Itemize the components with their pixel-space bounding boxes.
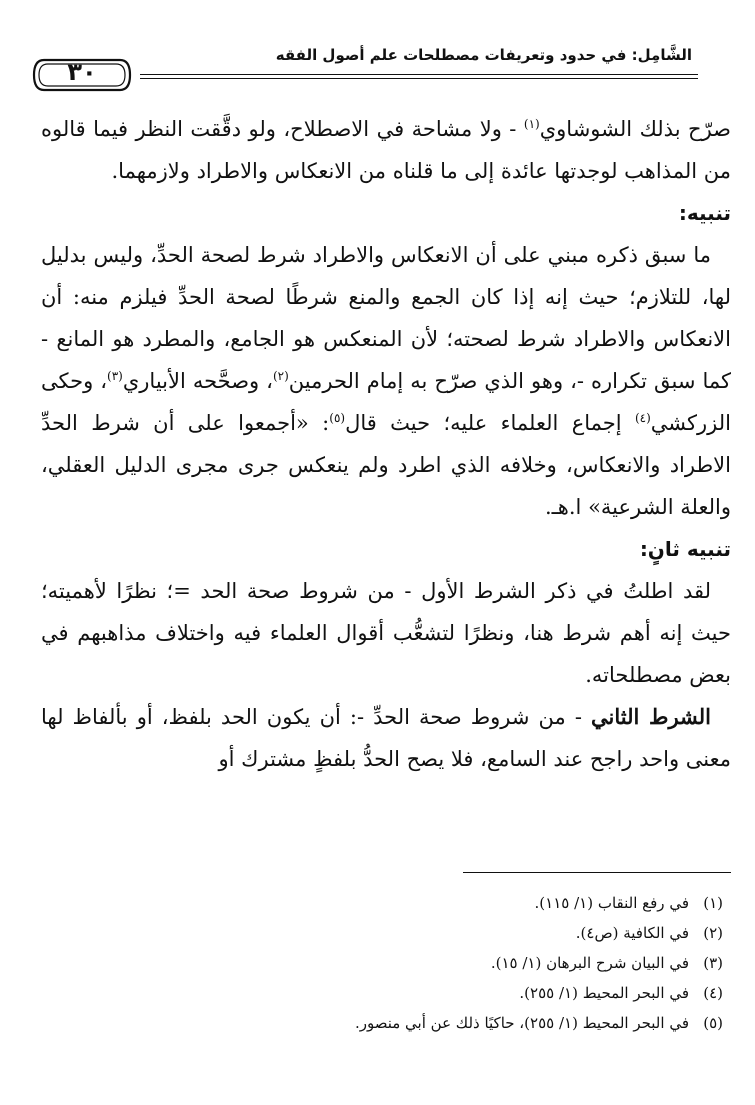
paragraph-2 bbox=[41, 234, 731, 528]
paragraph-4 bbox=[41, 696, 731, 780]
footnote-ref-3[interactable]: (٣) bbox=[107, 369, 123, 383]
footnote-item bbox=[43, 1008, 723, 1038]
footnote-ref-5[interactable]: (٥) bbox=[329, 411, 346, 425]
footnote-number: (٤) bbox=[703, 984, 723, 1002]
footnote-text: في البحر المحيط (١/ ٢٥٥)، حاكيًا ذلك عن أبي منصور. bbox=[354, 1014, 689, 1032]
footnotes-list bbox=[43, 888, 723, 1038]
footnote-item bbox=[43, 918, 723, 948]
page-number-badge bbox=[30, 56, 134, 94]
footnote-separator bbox=[463, 872, 731, 873]
page-number: ٣٠ bbox=[67, 58, 97, 86]
footnote-ref-1[interactable]: (١) bbox=[523, 117, 540, 131]
paragraph-1 bbox=[41, 108, 731, 192]
footnote-text: في رفع النقاب (١/ ١١٥). bbox=[534, 894, 689, 912]
footnote-ref-4[interactable]: (٤) bbox=[634, 411, 651, 425]
paragraph-3: لقد اطلتُ في ذكر الشرط الأول - من شروط صحة الحد =؛ نظرًا لأهميته؛ حيث إنه أهم شرط هنا، ونظرًا لتشعُّب أقوال العلماء فيه واختلاف مذاهبهم في بعض مصطلحاته. bbox=[41, 579, 731, 687]
footnote-text: في البيان شرح البرهان (١/ ١٥). bbox=[490, 954, 689, 972]
footnote-item bbox=[43, 888, 723, 918]
footnote-item bbox=[43, 948, 723, 978]
paragraph-1-text-rest: - ولا مشاحة في الاصطلاح، ولو دقَّقت النظر فيما قالوه من المذاهب لوجدتها عائدة إلى ما قلناه من الانعكاس والاطراد ولازمهما. bbox=[41, 117, 731, 183]
heading-tanbih: تنبيه: bbox=[678, 201, 731, 225]
paragraph-2-text-e: : «أجمعوا على أن شرط الحدِّ الاطراد والانعكاس، وخلافه الذي اطرد ولم ينعكس جرى مجرى الدليل العقلي، والعلة الشرعية» ا.هـ. bbox=[41, 411, 731, 519]
footnote-number: (٢) bbox=[703, 924, 723, 942]
paragraph-2-text-d: إجماع العلماء عليه؛ حيث قال bbox=[345, 411, 635, 435]
paragraph-2-text-b: ، وصحَّحه الأبياري bbox=[122, 369, 273, 393]
paragraph-2-text: ما سبق ذكره مبني على أن الانعكاس والاطراد شرط لصحة الحدِّ، وليس بدليل لها، للتلازم؛ حيث إنه إذا كان الجمع والمنع شرطًا لصحة الحدِّ فيلزم منه: أن الانعكاس والاطراد شرط لصحته؛ لأن المنعكس هو الجامع، والمطرد هو المانع - كما سبق تكراره -، وهو الذي صرّح به إمام الحرمين bbox=[41, 243, 731, 393]
paragraph-1-text: صرّح بذلك الشوشاوي bbox=[539, 117, 731, 141]
paragraph-4-text: - من شروط صحة الحدِّ -: أن يكون الحد بلفظ، أو بألفاظ لها معنى واحد راجح عند السامع، فلا يصح الحدُّ بلفظٍ مشترك أو bbox=[41, 705, 731, 771]
header-rule bbox=[140, 74, 698, 75]
book-title: الشَّامِل: في حدود وتعريفات مصطلحات علم أصول الفقه bbox=[275, 46, 692, 64]
footnote-number: (١) bbox=[703, 894, 723, 912]
paragraph-2-text-c: ، وحكى الزركشي bbox=[41, 369, 731, 435]
paragraph-4-lead: الشرط الثاني bbox=[591, 704, 711, 729]
heading-tanbih-thani: تنبيه ثانٍ: bbox=[639, 537, 731, 561]
page-body bbox=[41, 108, 731, 780]
footnote-number: (٥) bbox=[703, 1014, 723, 1032]
page-header bbox=[30, 40, 698, 96]
footnote-ref-2[interactable]: (٢) bbox=[272, 369, 289, 383]
footnote-item bbox=[43, 978, 723, 1008]
footnote-number: (٣) bbox=[703, 954, 723, 972]
header-rule-double bbox=[140, 78, 698, 79]
footnote-text: في البحر المحيط (١/ ٢٥٥). bbox=[519, 984, 689, 1002]
footnote-text: في الكافية (ص٤). bbox=[575, 924, 689, 942]
